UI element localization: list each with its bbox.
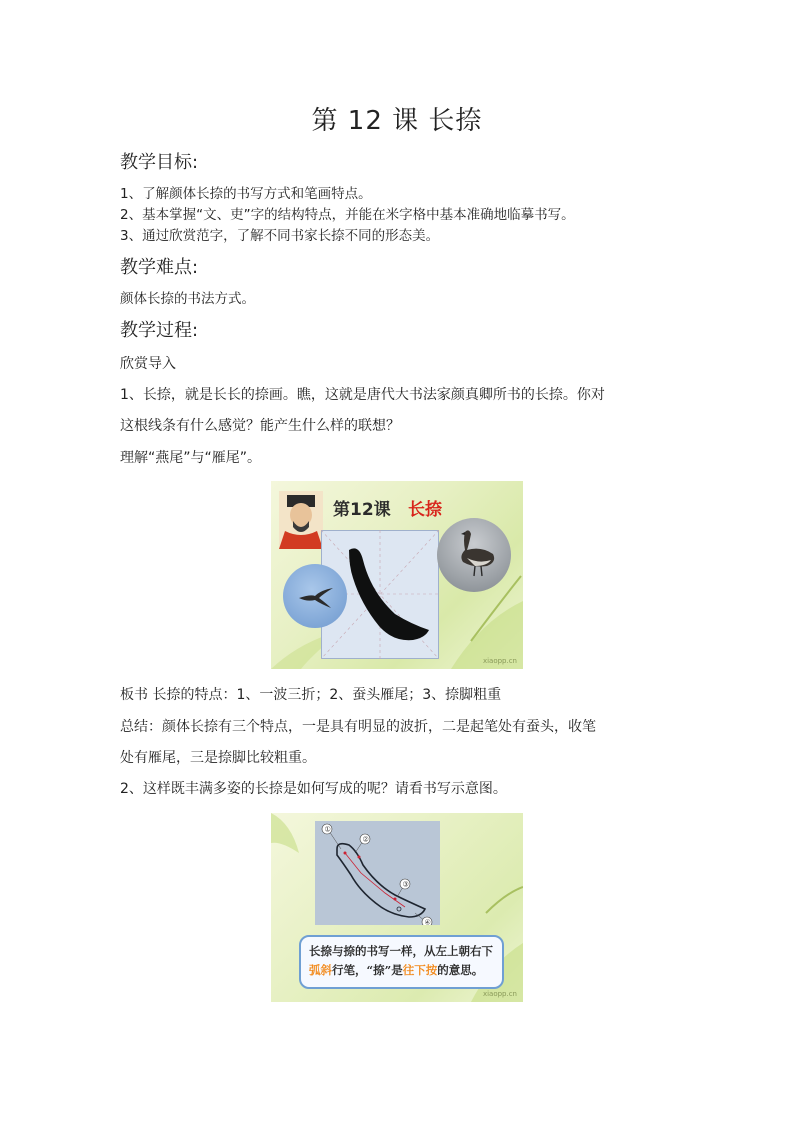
yan-zhenqing-portrait-icon bbox=[279, 491, 323, 549]
step-4-label: ④ bbox=[424, 918, 431, 925]
step-2-label: ② bbox=[362, 835, 369, 844]
process-line-1: 欣赏导入 bbox=[120, 356, 176, 372]
explanation-highlight-1: 弧斜 bbox=[309, 963, 332, 977]
long-stroke-outline bbox=[315, 821, 440, 925]
slide-topic-label: 长捺 bbox=[408, 500, 442, 520]
stroke-diagram-slide-image bbox=[271, 813, 523, 1002]
process-line-6: 总结：颜体长捺有三个特点，一是具有明显的波折，二是起笔处有蚕头，收笔 bbox=[120, 719, 596, 735]
process-heading: 教学过程: bbox=[120, 320, 199, 341]
process-line-8: 2、这样既丰满多姿的长捺是如何写成的呢？请看书写示意图。 bbox=[120, 781, 507, 797]
page-title: 第 12 课 长捺 bbox=[311, 106, 483, 136]
process-line-2: 1、长捺，就是长长的捺画。瞧，这就是唐代大书法家颜真卿所书的长捺。你对 bbox=[120, 387, 605, 403]
process-line-7: 处有雁尾，三是捺脚比较粗重。 bbox=[120, 750, 316, 766]
difficulty-heading: 教学难点: bbox=[120, 257, 199, 278]
objective-item-2: 2、基本掌握“文、吏”字的结构特点，并能在米字格中基本准确地临摹书写。 bbox=[120, 207, 575, 223]
goose-icon bbox=[437, 518, 511, 592]
difficulty-text: 颜体长捺的书法方式。 bbox=[120, 291, 255, 307]
explanation-text-c: 行笔，“捺”是 bbox=[332, 963, 403, 977]
wild-goose-photo bbox=[437, 518, 511, 592]
objective-item-1: 1、了解颜体长捺的书写方式和笔画特点。 bbox=[120, 186, 372, 202]
explanation-highlight-2: 往下按 bbox=[402, 963, 438, 977]
swallow-photo bbox=[283, 564, 347, 628]
stroke-explanation-box bbox=[299, 935, 504, 989]
objective-item-3: 3、通过欣赏范字，了解不同书家长捺不同的形态美。 bbox=[120, 228, 440, 244]
slide-lesson-label: 第12课 bbox=[333, 500, 391, 520]
slide-watermark: xiaopp.cn bbox=[482, 657, 517, 665]
lesson-slide-image bbox=[271, 481, 523, 669]
swallow-icon bbox=[283, 564, 347, 628]
process-line-4: 理解“燕尾”与“雁尾”。 bbox=[120, 450, 262, 466]
objectives-heading: 教学目标: bbox=[120, 152, 199, 173]
explanation-text-a: 长捺与捺的书写一样，从左上朝右下 bbox=[309, 944, 493, 958]
slide-watermark: xiaopp.cn bbox=[482, 990, 517, 998]
process-line-5: 板书 长捺的特点：1、一波三折；2、蚕头雁尾；3、捺脚粗重 bbox=[120, 687, 502, 703]
stroke-order-panel bbox=[315, 821, 440, 925]
process-line-3: 这根线条有什么感觉？能产生什么样的联想？ bbox=[120, 418, 400, 434]
explanation-text-e: 的意思。 bbox=[437, 963, 484, 977]
step-3-label: ③ bbox=[402, 880, 409, 889]
step-1-label: ① bbox=[324, 825, 331, 834]
